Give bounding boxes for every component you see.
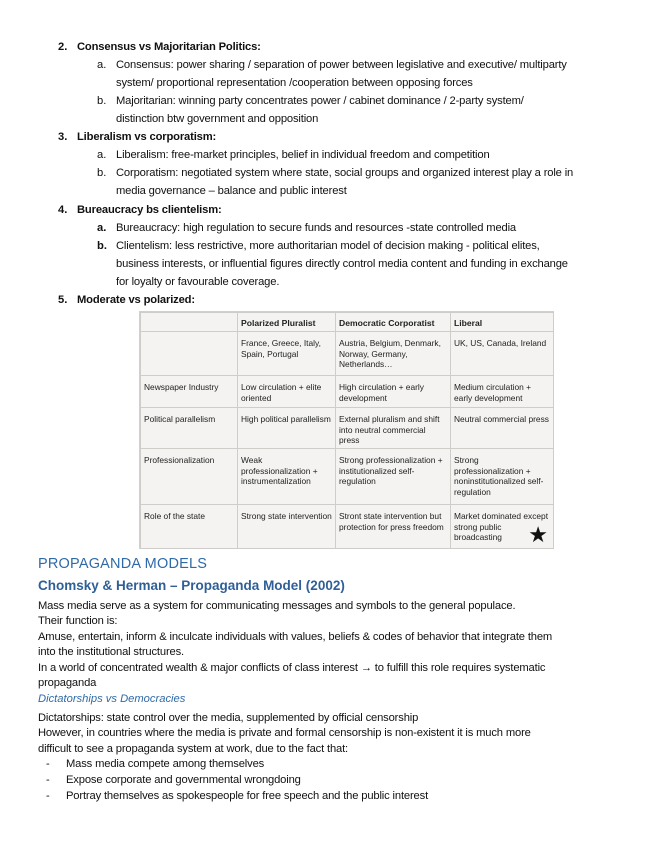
- paragraph-line: Mass media serve as a system for communicating messages and symbols to the general populace.: [38, 600, 516, 612]
- paragraph-line: Their function is:: [38, 615, 118, 627]
- table-cell: Role of the state: [141, 505, 238, 549]
- bullet-item: Portray themselves as spokespeople for free speech and the public interest: [66, 790, 429, 802]
- table-row: [141, 408, 554, 449]
- table-cell: High political parallelism: [238, 408, 336, 449]
- section-number: 5.: [58, 294, 68, 306]
- bullet-item: Mass media compete among themselves: [66, 758, 265, 770]
- section-number: 3.: [58, 131, 68, 143]
- italic-subheading: Dictatorships vs Democracies: [38, 693, 186, 705]
- item-letter: a.: [97, 149, 107, 161]
- table-header-cell: Liberal: [451, 313, 554, 332]
- item-text: Majoritarian: winning party concentrates power / cabinet dominance / 2-party system/: [116, 95, 524, 107]
- bullet-dash: -: [46, 774, 50, 786]
- item-text: business interests, or influential figures directly control media content and funding in exchange: [116, 258, 568, 270]
- table-row: [141, 449, 554, 505]
- section-title: Consensus vs Majoritarian Politics:: [77, 41, 261, 53]
- paragraph-line: However, in countries where the media is private and formal censorship is non-existent it is much more: [38, 727, 531, 739]
- paragraph-line: into the institutional structures.: [38, 646, 185, 658]
- item-text: Bureaucracy: high regulation to secure funds and resources -state controlled media: [116, 222, 517, 234]
- paragraph-line: propaganda: [38, 677, 97, 689]
- bullet-dash: -: [46, 790, 50, 802]
- section-number: 2.: [58, 41, 68, 53]
- item-text: Clientelism: less restrictive, more authoritarian model of decision making - political elites,: [116, 240, 540, 252]
- section-title: Moderate vs polarized:: [77, 294, 195, 306]
- item-text: system/ proportional representation /cooperation between opposing forces: [116, 77, 473, 89]
- item-text: Corporatism: negotiated system where state, social groups and organized interest play a role in: [116, 167, 574, 179]
- section-title: Bureaucracy bs clientelism:: [77, 204, 222, 216]
- paragraph-line: In a world of concentrated wealth & major conflicts of class interest → to fulfill this role requires systematic: [38, 662, 546, 674]
- item-text: media governance – balance and public interest: [116, 185, 347, 197]
- table-cell: Political parallelism: [141, 408, 238, 449]
- table-header-row: [141, 313, 554, 332]
- paragraph-line: Amuse, entertain, inform & inculcate individuals with values, beliefs & codes of behavior that integrate them: [38, 631, 553, 643]
- table-row: [141, 376, 554, 408]
- item-text: Liberalism: free-market principles, belief in individual freedom and competition: [116, 149, 490, 161]
- table-row: [141, 332, 554, 376]
- section-number: 4.: [58, 204, 68, 216]
- table-cell: UK, US, Canada, Ireland: [451, 332, 554, 376]
- table-header-cell: Democratic Corporatist: [336, 313, 451, 332]
- item-text: Consensus: power sharing / separation of power between legislative and executive/ multiparty: [116, 59, 567, 71]
- table-cell: Newspaper Industry: [141, 376, 238, 408]
- paragraph-line: Dictatorships: state control over the media, supplemented by official censorship: [38, 712, 419, 724]
- table-header-cell: [141, 313, 238, 332]
- item-letter: b.: [97, 95, 107, 107]
- item-text: distinction btw government and opposition: [116, 113, 319, 125]
- bullet-dash: -: [46, 758, 50, 770]
- table-cell: Market dominated except strong public broadcasting: [451, 505, 554, 549]
- table-cell: External pluralism and shift into neutral commercial press: [336, 408, 451, 449]
- table-cell: Low circulation + elite oriented: [238, 376, 336, 408]
- table-cell: Weak professionalization + instrumentalization: [238, 449, 336, 505]
- table-cell: Strong state intervention: [238, 505, 336, 549]
- table-cell: [141, 332, 238, 376]
- media-systems-table: [139, 311, 554, 549]
- table-cell: Professionalization: [141, 449, 238, 505]
- table-cell: High circulation + early development: [336, 376, 451, 408]
- item-letter: a.: [97, 222, 107, 234]
- table-cell: Strong professionalization + noninstitutionalized self-regulation: [451, 449, 554, 505]
- table-row: [141, 505, 554, 549]
- table-cell: Strong professionalization + institutionalized self-regulation: [336, 449, 451, 505]
- section-title: Liberalism vs corporatism:: [77, 131, 217, 143]
- table-header-cell: Polarized Pluralist: [238, 313, 336, 332]
- item-letter: b.: [97, 167, 107, 179]
- table-cell: Medium circulation + early development: [451, 376, 554, 408]
- table-cell: Austria, Belgium, Denmark, Norway, Germany, Netherlands…: [336, 332, 451, 376]
- bullet-item: Expose corporate and governmental wrongdoing: [66, 774, 301, 786]
- item-letter: a.: [97, 59, 107, 71]
- table-cell: Neutral commercial press: [451, 408, 554, 449]
- paragraph-line: difficult to see a propaganda system at work, due to the fact that:: [38, 743, 349, 755]
- item-text: for loyalty or favourable coverage.: [116, 276, 280, 288]
- table-cell: Stront state intervention but protection for press freedom: [336, 505, 451, 549]
- table-cell: France, Greece, Italy, Spain, Portugal: [238, 332, 336, 376]
- star-icon: ★: [528, 522, 548, 547]
- item-letter: b.: [97, 240, 107, 252]
- section-heading: PROPAGANDA MODELS: [38, 556, 208, 572]
- subsection-heading: Chomsky & Herman – Propaganda Model (2002): [38, 578, 345, 593]
